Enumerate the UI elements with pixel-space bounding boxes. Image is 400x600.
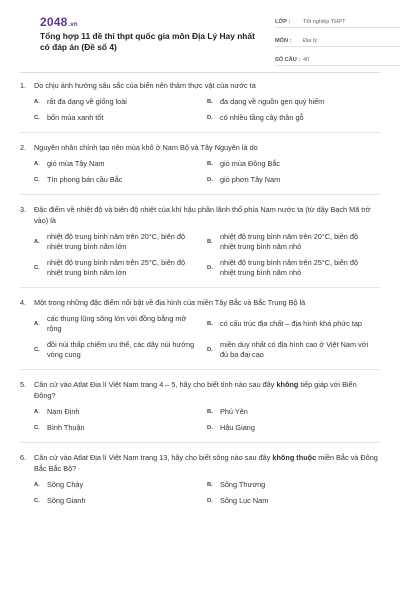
option-text: nhiệt độ trung bình năm trên 25°C, biên độ nhiệt trung bình năm nhỏ xyxy=(220,258,359,277)
question-5 xyxy=(20,379,380,433)
meta-label: MÔN : xyxy=(275,38,292,44)
option-letter: D. xyxy=(207,115,213,121)
question-text: Đặc điểm về nhiệt độ và biên độ nhiệt của khí hậu phần lãnh thổ phía Nam nước ta (từ dãy Bạch Mã trở vào) là xyxy=(34,205,371,225)
question-divider xyxy=(20,369,380,370)
option-text: Tín phong bán cầu Bắc xyxy=(47,175,123,184)
question-stem xyxy=(20,452,380,474)
option-letter: D. xyxy=(207,177,213,183)
option-letter: D. xyxy=(207,347,213,353)
option-b[interactable] xyxy=(207,480,380,490)
option-d[interactable] xyxy=(207,340,380,360)
exam-meta xyxy=(275,13,400,70)
page-title: Tổng hợp 11 đề thi thpt quốc gia môn Địa Lý Hay nhất có đáp án (Đề số 4) xyxy=(40,31,255,52)
option-b[interactable] xyxy=(207,159,380,169)
question-text: Một trong những đặc điểm nổi bật về địa hình của miền Tây Bắc và Bắc Trung Bộ là xyxy=(34,298,306,307)
option-c[interactable] xyxy=(34,340,207,360)
option-c[interactable] xyxy=(34,496,207,506)
answer-options xyxy=(34,407,380,433)
page-header xyxy=(20,0,380,70)
option-letter: D. xyxy=(207,265,213,271)
question-text-start: Căn cứ vào Atlat Địa lí Việt Nam trang 13, hãy cho biết sông nào sau đây xyxy=(34,453,273,462)
option-text: Sông Lục Nam xyxy=(220,496,269,505)
meta-row-class xyxy=(275,13,400,28)
option-d[interactable] xyxy=(207,258,380,278)
option-text: Hậu Giang xyxy=(220,423,255,432)
option-b[interactable] xyxy=(207,232,380,252)
question-text-end: tiếp giáp với Biển Đông? xyxy=(34,380,357,400)
option-letter: D. xyxy=(207,498,213,504)
option-c[interactable] xyxy=(34,113,207,123)
option-a[interactable] xyxy=(34,97,207,107)
question-text-emphasis: không thuộc xyxy=(272,453,317,462)
question-stem xyxy=(20,379,380,401)
question-number: 5. xyxy=(20,380,27,389)
question-divider xyxy=(20,287,380,288)
meta-label: LỚP : xyxy=(275,19,291,25)
question-number: 3. xyxy=(20,205,27,214)
meta-row-subject xyxy=(275,32,400,47)
option-c[interactable] xyxy=(34,258,207,278)
option-d[interactable] xyxy=(207,175,380,185)
option-b[interactable] xyxy=(207,407,380,417)
option-text: bốn mùa xanh tốt xyxy=(47,113,104,122)
option-letter: C. xyxy=(34,498,40,504)
option-letter: A. xyxy=(34,321,40,327)
answer-options xyxy=(34,159,380,185)
option-text: gió phơn Tây Nam xyxy=(220,175,281,184)
question-number: 4. xyxy=(20,298,27,307)
question-stem xyxy=(20,204,380,226)
answer-options xyxy=(34,314,380,360)
question-text xyxy=(34,379,380,401)
option-letter: C. xyxy=(34,177,40,183)
option-d[interactable] xyxy=(207,496,380,506)
option-letter: C. xyxy=(34,347,40,353)
question-6 xyxy=(20,452,380,506)
option-text: đồi núi thấp chiếm ưu thế, các dãy núi hướng vòng cung xyxy=(47,340,195,359)
option-text: có cấu trúc địa chất – địa hình khá phức tạp xyxy=(220,319,362,328)
option-b[interactable] xyxy=(207,314,380,334)
question-text-end: miền Bắc và Đông Bắc Bắc Bộ? xyxy=(34,453,378,473)
question-text xyxy=(34,452,380,474)
option-text: nhiệt độ trung bình năm trên 20°C, biên độ nhiệt trung bình năm nhỏ xyxy=(220,232,359,251)
option-letter: C. xyxy=(34,265,40,271)
option-d[interactable] xyxy=(207,113,380,123)
option-b[interactable] xyxy=(207,97,380,107)
meta-value: Địa lý xyxy=(303,38,317,44)
question-divider xyxy=(20,132,380,133)
option-a[interactable] xyxy=(34,159,207,169)
question-stem xyxy=(20,142,380,153)
option-letter: A. xyxy=(34,161,40,167)
answer-options xyxy=(34,232,380,278)
question-stem xyxy=(20,297,380,308)
option-text: có nhiều tầng cây thân gỗ xyxy=(220,113,304,122)
option-text: Sông Gianh xyxy=(47,496,86,505)
option-text: Bình Thuận xyxy=(47,423,85,432)
question-2 xyxy=(20,142,380,185)
question-3 xyxy=(20,204,380,278)
site-logo[interactable] xyxy=(40,15,78,29)
option-letter: B. xyxy=(207,482,213,488)
option-letter: C. xyxy=(34,425,40,431)
option-text: đa dạng về nguồn gen quý hiếm xyxy=(220,97,325,106)
option-text: các thung lũng sông lớn với đồng bằng mở rộng xyxy=(47,314,187,333)
question-1 xyxy=(20,80,380,123)
option-letter: A. xyxy=(34,482,40,488)
option-a[interactable] xyxy=(34,480,207,490)
option-letter: B. xyxy=(207,239,213,245)
question-list xyxy=(20,80,380,506)
option-d[interactable] xyxy=(207,423,380,433)
question-text: Do chịu ảnh hưởng sâu sắc của biển nên thảm thực vật của nước ta xyxy=(34,81,256,90)
answer-options xyxy=(34,97,380,123)
option-letter: B. xyxy=(207,321,213,327)
option-a[interactable] xyxy=(34,314,207,334)
option-text: Phú Yên xyxy=(220,407,248,416)
option-text: nhiệt độ trung bình năm trên 20°C, biên độ nhiệt trung bình năm lớn xyxy=(47,232,186,251)
option-text: gió mùa Đông Bắc xyxy=(220,159,281,168)
question-number: 6. xyxy=(20,453,27,462)
option-letter: D. xyxy=(207,425,213,431)
option-a[interactable] xyxy=(34,407,207,417)
question-text-emphasis: không xyxy=(276,380,299,389)
option-letter: C. xyxy=(34,115,40,121)
option-a[interactable] xyxy=(34,232,207,252)
question-stem xyxy=(20,80,380,91)
option-letter: B. xyxy=(207,99,213,105)
option-text: Nam Định xyxy=(47,407,80,416)
meta-value: 40 xyxy=(303,57,310,63)
question-divider xyxy=(20,194,380,195)
meta-label: SỐ CÂU : xyxy=(275,57,301,63)
option-c[interactable] xyxy=(34,423,207,433)
question-number: 1. xyxy=(20,81,27,90)
option-c[interactable] xyxy=(34,175,207,185)
option-letter: A. xyxy=(34,409,40,415)
option-text: miền duy nhất có địa hình cao ở Việt Nam với đủ ba đai cao xyxy=(220,340,369,359)
option-text: Sông Thương xyxy=(220,480,266,489)
option-text: gió mùa Tây Nam xyxy=(47,159,105,168)
question-number: 2. xyxy=(20,143,27,152)
answer-options xyxy=(34,480,380,506)
option-text: rất đa dạng về giống loài xyxy=(47,97,127,106)
question-text: Nguyên nhân chính tạo nên mùa khô ở Nam Bộ và Tây Nguyên là do xyxy=(34,143,258,152)
option-letter: A. xyxy=(34,239,40,245)
question-text-start: Căn cứ vào Atlat Địa lí Việt Nam trang 4 – 5, hãy cho biết tỉnh nào sau đây xyxy=(34,380,277,389)
question-4 xyxy=(20,297,380,360)
header-divider xyxy=(20,72,380,73)
option-letter: A. xyxy=(34,99,40,105)
question-divider xyxy=(20,442,380,443)
option-letter: B. xyxy=(207,161,213,167)
meta-row-count xyxy=(275,51,400,66)
option-text: Sông Chảy xyxy=(47,480,84,489)
option-text: nhiệt độ trung bình năm trên 25°C, biên độ nhiệt trung bình năm lớn xyxy=(47,258,186,277)
logo-text: 2048 xyxy=(40,15,68,29)
meta-value: Tốt nghiệp THPT xyxy=(303,19,346,25)
logo-suffix: .vn xyxy=(68,22,78,28)
option-letter: B. xyxy=(207,409,213,415)
